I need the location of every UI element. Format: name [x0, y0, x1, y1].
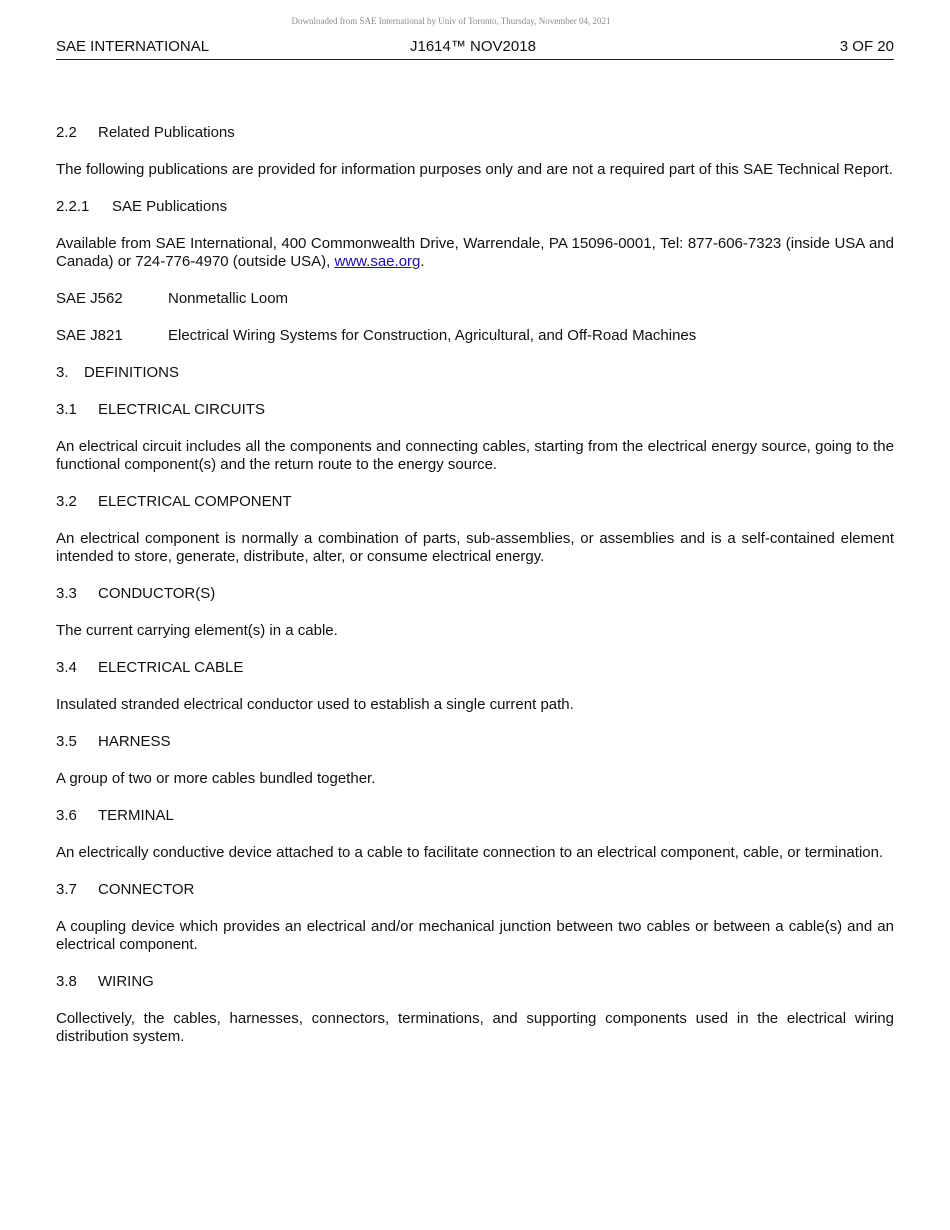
definition-3-6-heading [56, 807, 894, 825]
reference-code: SAE J562 [56, 290, 123, 307]
definition-term: ELECTRICAL CABLE [98, 659, 244, 676]
definition-3-4-text: Insulated stranded electrical conductor used to establish a single current path. [56, 696, 574, 713]
definition-3-4-heading [56, 659, 894, 677]
section-3-heading [56, 364, 894, 382]
header-organization: SAE INTERNATIONAL [56, 38, 210, 55]
definition-3-7-heading [56, 881, 894, 899]
page-header [56, 38, 894, 60]
availability-text-end: . [420, 253, 425, 270]
definition-3-3-heading [56, 585, 894, 603]
availability-text: Available from SAE International, 400 Commonwealth Drive, Warrendale, PA 15096-0001, Tel: 877-606-7323 (inside USA and Canada) or 724-776-4970 (outside USA), [56, 235, 894, 270]
definition-term: TERMINAL [98, 807, 174, 824]
definition-3-8-heading [56, 973, 894, 991]
definition-3-6-text: An electrically conductive device attached to a cable to facilitate connection to an electrical component, cable, or termination. [56, 844, 884, 861]
definition-term: HARNESS [98, 733, 171, 750]
definition-term: CONDUCTOR(S) [98, 585, 216, 602]
section-number: 2.2.1 [56, 198, 90, 215]
header-document-id: J1614™ NOV2018 [410, 38, 536, 55]
definition-3-1-heading [56, 401, 894, 419]
reference-code: SAE J821 [56, 327, 123, 344]
section-number: 2.2 [56, 124, 77, 141]
definition-term: ELECTRICAL CIRCUITS [98, 401, 265, 418]
definition-3-3-text: The current carrying element(s) in a cable. [56, 622, 338, 639]
reference-j562 [56, 290, 894, 308]
sae-website-link[interactable]: www.sae.org [334, 253, 421, 270]
section-title: SAE Publications [112, 198, 228, 215]
definition-number: 3.8 [56, 973, 77, 990]
definition-3-2-heading [56, 493, 894, 511]
definition-term: WIRING [98, 973, 154, 990]
definition-3-5-text: A group of two or more cables bundled together. [56, 770, 376, 787]
header-page-number: 3 OF 20 [839, 38, 894, 55]
definition-3-8-text: Collectively, the cables, harnesses, connectors, terminations, and supporting components used in the electrical wiring distribution system. [56, 1010, 894, 1045]
definition-3-7-text: A coupling device which provides an electrical and/or mechanical junction between two cables or between a cable(s) and an electrical component. [56, 918, 894, 953]
definition-number: 3.7 [56, 881, 77, 898]
reference-title: Nonmetallic Loom [168, 290, 289, 307]
section-2-2-heading [56, 124, 894, 142]
definition-number: 3.2 [56, 493, 77, 510]
definition-number: 3.1 [56, 401, 77, 418]
definition-3-1-text: An electrical circuit includes all the components and connecting cables, starting from the electrical energy source, going to the functional component(s) and the return route to the energy source. [56, 438, 894, 473]
section-number: 3. [56, 364, 69, 381]
definition-number: 3.3 [56, 585, 77, 602]
definition-3-5-heading [56, 733, 894, 751]
page-body [56, 124, 894, 1065]
definition-term: CONNECTOR [98, 881, 195, 898]
definition-number: 3.5 [56, 733, 77, 750]
section-2-2-1-paragraph [56, 235, 894, 271]
section-2-2-1-heading [56, 198, 894, 216]
definition-term: ELECTRICAL COMPONENT [98, 493, 292, 510]
section-title: DEFINITIONS [84, 364, 180, 381]
section-2-2-paragraph: The following publications are provided for information purposes only and are not a required part of this SAE Technical Report. [56, 161, 893, 178]
definition-number: 3.6 [56, 807, 77, 824]
section-title: Related Publications [98, 124, 235, 141]
definition-3-2-text: An electrical component is normally a combination of parts, sub-assemblies, or assemblies and is a self-contained element intended to store, generate, distribute, alter, or consume electrical energy. [56, 530, 894, 565]
reference-j821 [56, 327, 894, 345]
definition-number: 3.4 [56, 659, 77, 676]
reference-title: Electrical Wiring Systems for Construction, Agricultural, and Off-Road Machines [168, 327, 697, 344]
download-watermark: Downloaded from SAE International by Univ of Toronto, Thursday, November 04, 2021 [291, 16, 611, 26]
